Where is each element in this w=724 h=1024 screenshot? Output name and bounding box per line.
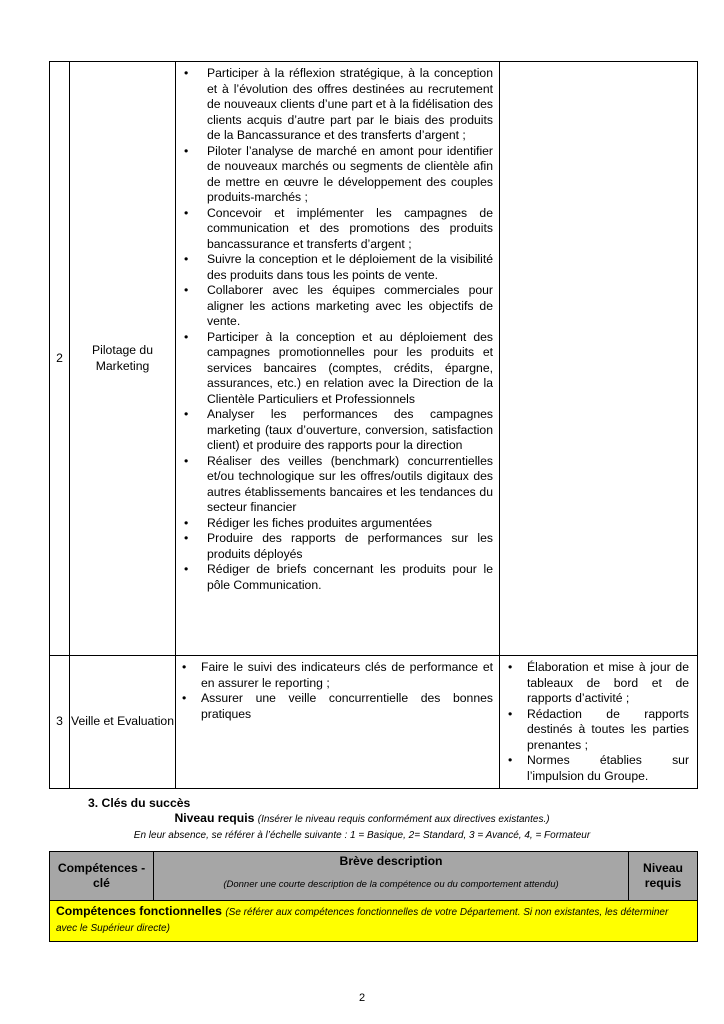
activity-text: Piloter l’analyse de marché en amont pour identifier de nouveaux marchés ou segments de clientèle afin de mettre en œuvre le développement des couples produits-marchés ; [207,143,493,204]
bullet-icon: • [184,66,189,80]
activity-text: Collaborer avec les équipes commerciales pour aligner les actions marketing avec les objectifs de vente. [207,283,493,328]
bullet-icon: • [184,143,189,158]
result-text: Normes établies sur l’impulsion du Groupe. [527,753,689,783]
activities-cell [176,656,500,789]
result-item [506,753,689,784]
activity-text: Concevoir et implémenter les campagnes de communication et des promotions des produits bancassurance et transferts d’argent ; [207,205,493,251]
competences-header-row [50,852,698,901]
page-number: 2 [358,992,366,1004]
result-item [506,660,689,707]
row-number: 3 [50,656,70,789]
activity-item [180,531,493,562]
activity-text: Analyser les performances des campagnes marketing (taux d’ouverture, conversion, satisfaction client) et produire des rapports pour la direction [207,407,493,452]
functional-competences-row [50,901,698,942]
description-header-title: Brève description [339,854,443,868]
activity-text: Rédiger de briefs concernant les produits pour le pôle Communication. [207,562,493,592]
activities-list [180,660,493,722]
level-required-note: (Insérer le niveau requis conformément aux directives existantes.) [257,814,550,825]
bullet-icon: • [184,531,189,545]
activity-text: Produire des rapports de performances sur les produits déployés [207,531,493,561]
bullet-icon: • [184,515,189,530]
level-header: Niveau requis [629,852,698,901]
activity-item [180,252,493,283]
bullet-icon: • [508,706,513,721]
result-text: Élaboration et mise à jour de tableaux de bord et de rapports d’activité ; [527,660,689,705]
bullet-icon: • [184,283,189,297]
level-required-label: Niveau requis [174,811,255,825]
bullet-icon: • [184,252,189,266]
activities-cell [176,62,500,656]
results-cell [500,656,698,789]
activity-text: Participer à la réflexion stratégique, à la conception et à l’évolution des offres destinées au recrutement de nouveaux clients d’une part et à la fidélisation des clients acquis d’autre part par le biais des produits de la Bancassurance et des transferts d’argent ; [207,66,493,142]
activity-item [180,562,493,593]
bullet-icon: • [184,205,189,220]
bullet-icon: • [184,329,189,344]
activity-item [180,66,493,144]
description-header-note: (Donner une courte description de la compétence ou du comportement attendu) [223,879,559,890]
activity-item [180,691,493,722]
result-item [506,707,689,754]
activity-item [180,330,493,408]
level-required-line [0,811,724,825]
table-row [50,656,698,789]
activity-item [180,516,493,532]
bullet-icon: • [184,453,189,468]
section-title: 3. Clés du succès [88,796,191,810]
row-number: 2 [50,62,70,656]
result-text: Rédaction de rapports destinés à toutes les parties prenantes ; [527,706,689,752]
description-header [154,852,629,901]
activity-item [180,206,493,253]
functional-competences-cell [50,901,698,942]
activity-item [180,454,493,516]
bullet-icon: • [184,407,189,421]
table-row [50,62,698,656]
activity-text: Suivre la conception et le déploiement de la visibilité des produits dans tous les points de vente. [207,252,493,282]
activity-text: Participer à la conception et au déploiement des campagnes promotionnelles pour les produits et services bancaires (comptes, crédits, épargne, assurances, etc.) en relation avec la Direction de la Clientèle Particuliers et Professionnels [207,329,493,406]
functional-competences-title: Compétences fonctionnelles [56,904,222,918]
competences-key-header: Compétences -clé [50,852,154,901]
activity-text: Assurer une veille concurrentielle des bonnes pratiques [201,691,493,721]
responsibilities-table [49,61,698,789]
activity-area: Veille et Evaluation [70,656,176,789]
activity-area: Pilotage du Marketing [70,62,176,656]
competences-table [49,851,698,942]
results-cell [500,62,698,656]
bullet-icon: • [508,753,513,767]
activity-text: Faire le suivi des indicateurs clés de performance et en assurer le reporting ; [201,660,493,690]
activity-item [180,144,493,206]
bullet-icon: • [182,691,187,705]
bullet-icon: • [508,660,513,674]
activity-item [180,660,493,691]
activity-item [180,283,493,330]
activities-list [180,66,493,593]
activity-text: Réaliser des veilles (benchmark) concurrentielles et/ou technologique sur les offres/outils digitaux des autres établissements bancaires et les tendances du secteur financier [207,453,493,514]
results-list [506,660,689,784]
functional-competences-note: (Se référer aux compétences fonctionnelles de votre Département. Si non existantes, les déterminer avec le Supérieur directe) [56,907,669,934]
bullet-icon: • [182,660,187,674]
bullet-icon: • [184,562,189,576]
activity-item [180,407,493,454]
activity-text: Rédiger les fiches produites argumentées [207,515,432,530]
level-scale-text: En leur absence, se référer à l’échelle suivante : 1 = Basique, 2= Standard, 3 = Avancé, 4, = Formateur [133,830,591,841]
